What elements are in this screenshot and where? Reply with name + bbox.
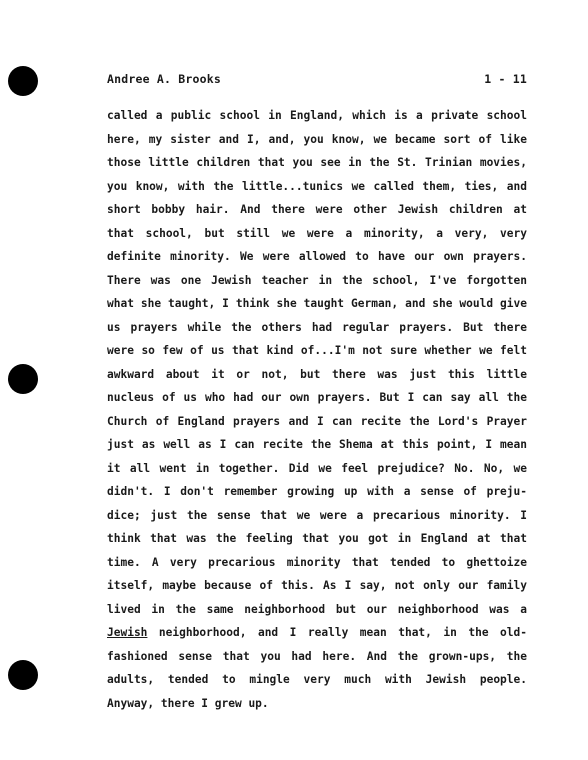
text-line: definite minority. We were allowed to have our own prayers. xyxy=(107,250,527,263)
text-line: fashioned sense that you had here. And the grown-ups, the xyxy=(107,649,527,663)
text-line: awkward about it or not, but there was just this little xyxy=(107,367,527,381)
text-line: called a public school in England, which is a private school xyxy=(107,109,527,122)
transcript-body xyxy=(107,104,527,715)
text-line-last: Anyway, there I grew up. xyxy=(107,696,269,710)
text-line: adults, tended to mingle very much with Jewish people. xyxy=(107,673,527,686)
text-line: that school, but still we were a minority, a very, very xyxy=(107,226,527,240)
text-line: were so few of us that kind of...I'm not sure whether we felt xyxy=(107,344,527,357)
text-line: didn't. I don't remember growing up with a sense of preju- xyxy=(107,485,527,498)
text-line: it all went in together. Did we feel prejudice? No. No, we xyxy=(107,461,527,475)
text-line: us prayers while the others had regular prayers. But there xyxy=(107,320,527,334)
text-line: just as well as I can recite the Shema at this point, I mean xyxy=(107,438,527,451)
text-line: There was one Jewish teacher in the school, I've forgotten xyxy=(107,273,527,287)
text-line: itself, maybe because of this. As I say, not only our family xyxy=(107,579,527,592)
text-line: what she taught, I think she taught German, and she would give xyxy=(107,297,527,310)
text-line: dice; just the sense that we were a precarious minority. I xyxy=(107,508,527,522)
text-line: think that was the feeling that you got in England at that xyxy=(107,532,527,545)
text-line: nucleus of us who had our own prayers. But I can say all the xyxy=(107,391,527,404)
text-line: time. A very precarious minority that tended to ghettoize xyxy=(107,555,527,569)
interviewee-name: Andree A. Brooks xyxy=(107,72,221,86)
punch-hole-top xyxy=(8,66,38,96)
page-number: 1 - 11 xyxy=(484,72,527,86)
punch-hole-bottom xyxy=(8,660,38,690)
page-header xyxy=(107,72,527,88)
text-line: short bobby hair. And there were other Jewish children at xyxy=(107,203,527,216)
text-line: you know, with the little...tunics we called them, ties, and xyxy=(107,179,527,193)
punch-hole-middle xyxy=(8,364,38,394)
text-line-with-underline xyxy=(107,621,527,645)
text-line: those little children that you see in the St. Trinian movies, xyxy=(107,156,527,169)
text-line: here, my sister and I, and, you know, we became sort of like xyxy=(107,132,527,146)
text-line-remainder: neighborhood, and I really mean that, in the old- xyxy=(147,626,527,639)
text-line: Church of England prayers and I can recite the Lord's Prayer xyxy=(107,414,527,428)
underlined-word: Jewish xyxy=(107,626,148,639)
text-line: lived in the same neighborhood but our neighborhood was a xyxy=(107,602,527,616)
